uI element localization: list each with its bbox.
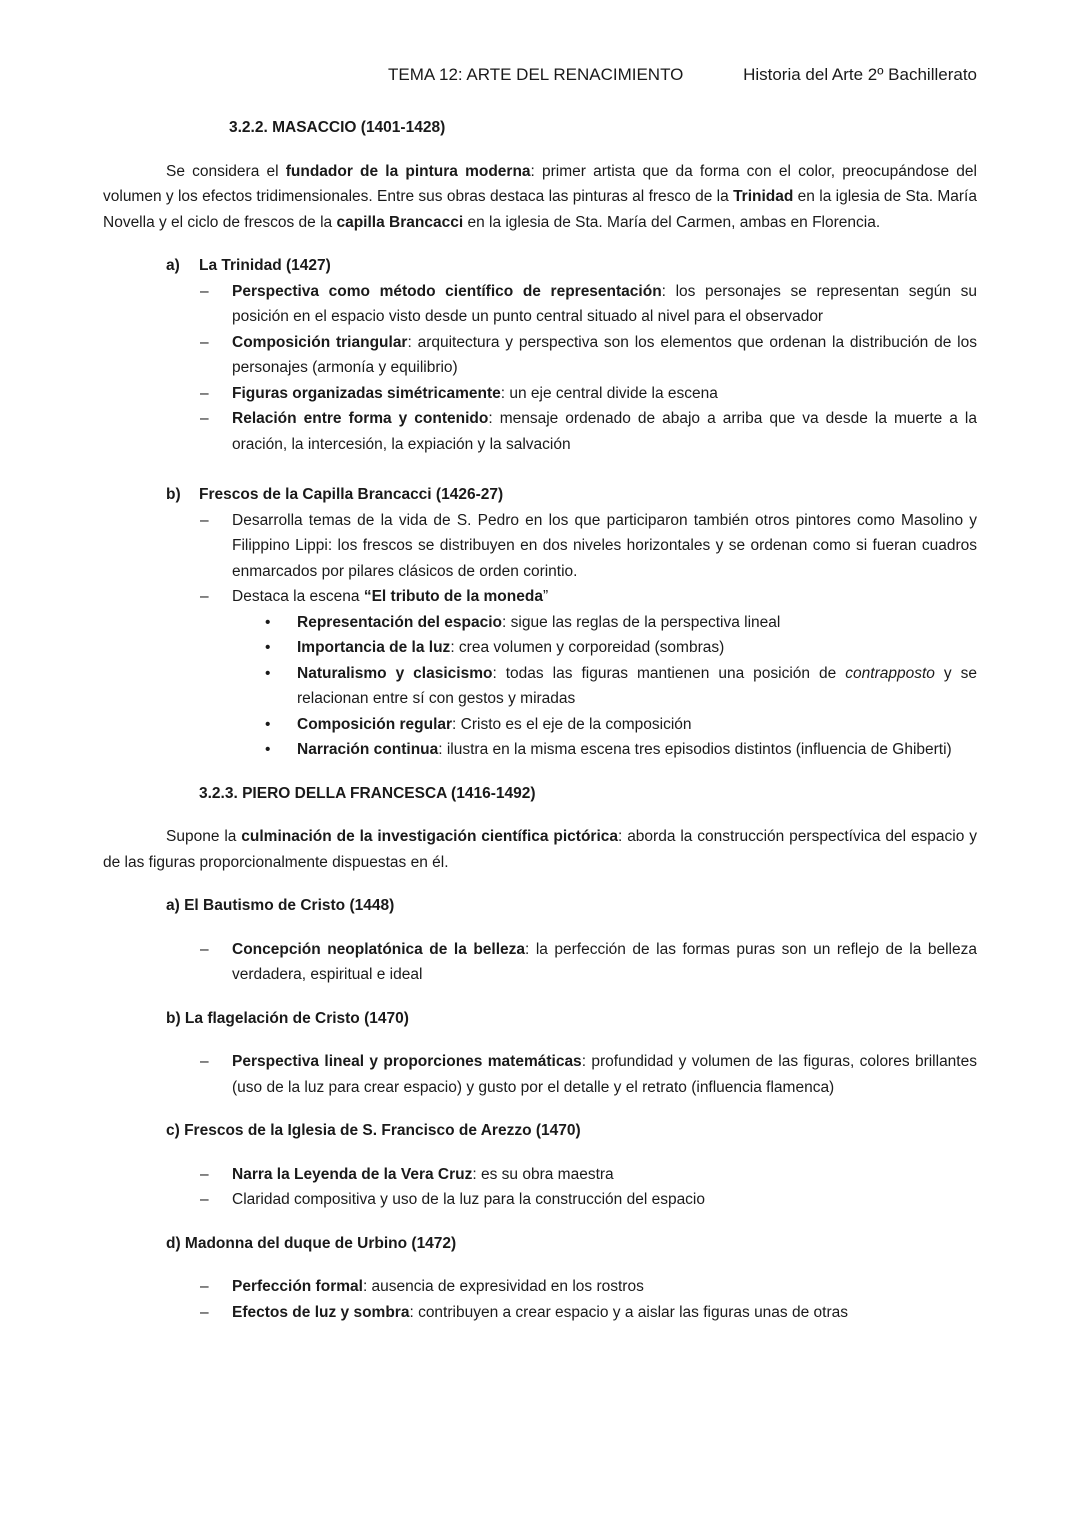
bold-text: Relación entre forma y contenido [232, 410, 489, 427]
text-run: : sigue las reglas de la perspectiva lineal [502, 613, 781, 631]
text-run: ” [542, 588, 549, 605]
text-run: : mensaje ordenado de abajo a arriba que va desde la muerte a la oración, la intercesión, la expiación y la salvación [232, 410, 977, 453]
text-run: : ilustra en la misma escena tres episodios distintos (influencia de Ghiberti) [438, 741, 952, 758]
italic-text: contrapposto [845, 664, 935, 682]
bold-text: Narra la Leyenda de la Vera Cruz [232, 1165, 473, 1183]
piero-subsection-title: a) El Bautismo de Cristo (1448) [166, 897, 395, 914]
text-run: : un eje central divide la escena [500, 384, 718, 402]
piero-subsection-list [103, 1274, 977, 1325]
bullet-item [103, 712, 977, 738]
text-run: Claridad compositiva y uso de la luz para la construcción del espacio [232, 1191, 705, 1208]
piero-subsections [103, 875, 977, 1325]
dash-marker: – [200, 511, 209, 529]
document-body [103, 115, 977, 1325]
dash-marker: – [200, 1165, 209, 1183]
bold-text: Perfección formal [232, 1278, 363, 1295]
bullet-item [103, 635, 977, 661]
list-item [103, 937, 977, 988]
trinidad-list [103, 279, 977, 458]
dash-marker: – [200, 588, 209, 605]
list-item [103, 508, 977, 585]
piero-subsection-title: d) Madonna del duque de Urbino (1472) [166, 1234, 457, 1252]
section-title-piero: 3.2.3. PIERO DELLA FRANCESCA (1416-1492) [199, 784, 536, 802]
subsection-label: a) [166, 257, 180, 274]
bullet-marker: • [265, 664, 271, 682]
text-run: : ausencia de expresividad en los rostros [362, 1278, 644, 1295]
text-run: en la iglesia de Sta. María del Carmen, ambas en Florencia. [463, 213, 881, 231]
text-run: : los personajes se representan según su posición en el espacio visto desde un punto central situado al nivel para el observador [232, 282, 978, 325]
list-item [103, 279, 977, 330]
text-run: Se considera el [166, 162, 286, 180]
text-run: : arquitectura y perspectiva son los elementos que ordenan la distribución de los personajes (armonía y equilibrio) [232, 333, 977, 376]
dash-marker: – [200, 1278, 209, 1295]
list-item [103, 381, 977, 407]
text-run: Desarrolla temas de la vida de S. Pedro en los que participaron también otros pintores como Masolino y Filippino Lippi: los frescos se distribuyen en dos niveles horizontales y se ordenan como si fueran cuadros enmarcados por pilares clásicos de orden corintio. [232, 511, 977, 580]
dash-marker: – [200, 384, 209, 402]
list-item [103, 1049, 977, 1100]
bold-text: Efectos de luz y sombra [232, 1303, 410, 1321]
bold-text: Representación del espacio [297, 613, 503, 631]
bullet-marker: • [265, 613, 271, 631]
dash-marker: – [200, 1303, 209, 1321]
list-item [103, 1162, 977, 1188]
page-header [0, 65, 1080, 89]
list-item [103, 330, 977, 381]
piero-intro [103, 824, 977, 875]
text-run: : es su obra maestra [472, 1165, 614, 1183]
text-run: : contribuyen a crear espacio y a aislar las figuras unas de otras [409, 1303, 848, 1321]
bold-text: capilla Brancacci [336, 213, 464, 231]
bold-text: Narración continua [297, 741, 439, 758]
dash-marker: – [200, 333, 209, 351]
dash-marker: – [200, 940, 209, 958]
text-run: : primer artista que da forma con el color, preocupándose del volumen y los efectos tridimensionales. Entre sus obras destaca las pinturas al fresco de la [103, 162, 977, 205]
text-run: Destaca la escena [232, 588, 364, 605]
piero-subsection-list [103, 1049, 977, 1100]
bold-text: culminación de la investigación científica pictórica [241, 828, 618, 845]
bold-text: Perspectiva lineal y proporciones matemáticas [232, 1053, 582, 1070]
text-run: : crea volumen y corporeidad (sombras) [450, 639, 725, 656]
text-run: : Cristo es el eje de la composición [452, 715, 692, 733]
bullet-item [103, 661, 977, 712]
dash-marker: – [200, 410, 209, 427]
section-title-masaccio: 3.2.2. MASACCIO (1401-1428) [229, 119, 446, 136]
text-run: : la perfección de las formas puras son un reflejo de la belleza verdadera, espiritual e ideal [232, 940, 977, 983]
list-item [103, 584, 977, 610]
text-run: : aborda la construcción perspectívica del espacio y de las figuras proporcionalmente dispuestas en él. [103, 828, 977, 871]
header-course: TEMA 12: ARTE DEL RENACIMIENTO [388, 65, 684, 84]
bullet-marker: • [265, 639, 271, 656]
text-run: y se relacionan entre sí con gestos y miradas [297, 664, 978, 707]
brancacci-list [103, 508, 977, 610]
text-run: : todas las figuras mantienen una posición de [492, 664, 846, 682]
tributo-bullets [103, 610, 977, 763]
subsection-trinidad [103, 253, 977, 279]
dash-marker: – [200, 1191, 209, 1208]
bullet-item [103, 610, 977, 636]
piero-subsection-list [103, 937, 977, 988]
text-run: en la iglesia de Sta. María Novella y el ciclo de frescos de la [103, 188, 977, 231]
bold-text: Perspectiva como método científico de representación [232, 282, 662, 300]
bullet-item [103, 737, 977, 763]
list-item [103, 1187, 977, 1213]
bold-text: fundador de la pintura moderna [285, 162, 531, 180]
bullet-marker: • [265, 715, 271, 733]
bold-text: Figuras organizadas simétricamente [232, 384, 501, 402]
bold-text: Trinidad [733, 188, 794, 205]
subsection-brancacci [103, 482, 977, 508]
bold-text: Composición regular [297, 715, 453, 733]
masaccio-intro [103, 159, 977, 236]
piero-subsection-list [103, 1162, 977, 1213]
subsection-title: Frescos de la Capilla Brancacci (1426-27) [199, 486, 504, 503]
bold-text: Concepción neoplatónica de la belleza [232, 940, 526, 958]
bullet-marker: • [265, 741, 271, 758]
text-run: Supone la [166, 828, 242, 845]
subsection-title: La Trinidad (1427) [199, 257, 331, 274]
bold-text: Importancia de la luz [297, 639, 451, 656]
dash-marker: – [200, 282, 209, 300]
list-item [103, 1274, 977, 1300]
subsection-label: b) [166, 486, 181, 503]
header-subject: Historia del Arte 2º Bachillerato [743, 65, 977, 84]
list-item [103, 1300, 977, 1326]
dash-marker: – [200, 1053, 209, 1070]
bold-text: “El tributo de la moneda [363, 588, 543, 605]
bold-text: Composición triangular [232, 333, 408, 351]
list-item [103, 406, 977, 457]
piero-subsection-title: b) La flagelación de Cristo (1470) [166, 1009, 409, 1027]
piero-subsection-title: c) Frescos de la Iglesia de S. Francisco de Arezzo (1470) [166, 1122, 581, 1139]
bold-text: Naturalismo y clasicismo [297, 664, 493, 682]
text-run: : profundidad y volumen de las figuras, colores brillantes (uso de la luz para crear espacio) y gusto por el detalle y el retrato (influencia flamenca) [232, 1053, 977, 1096]
